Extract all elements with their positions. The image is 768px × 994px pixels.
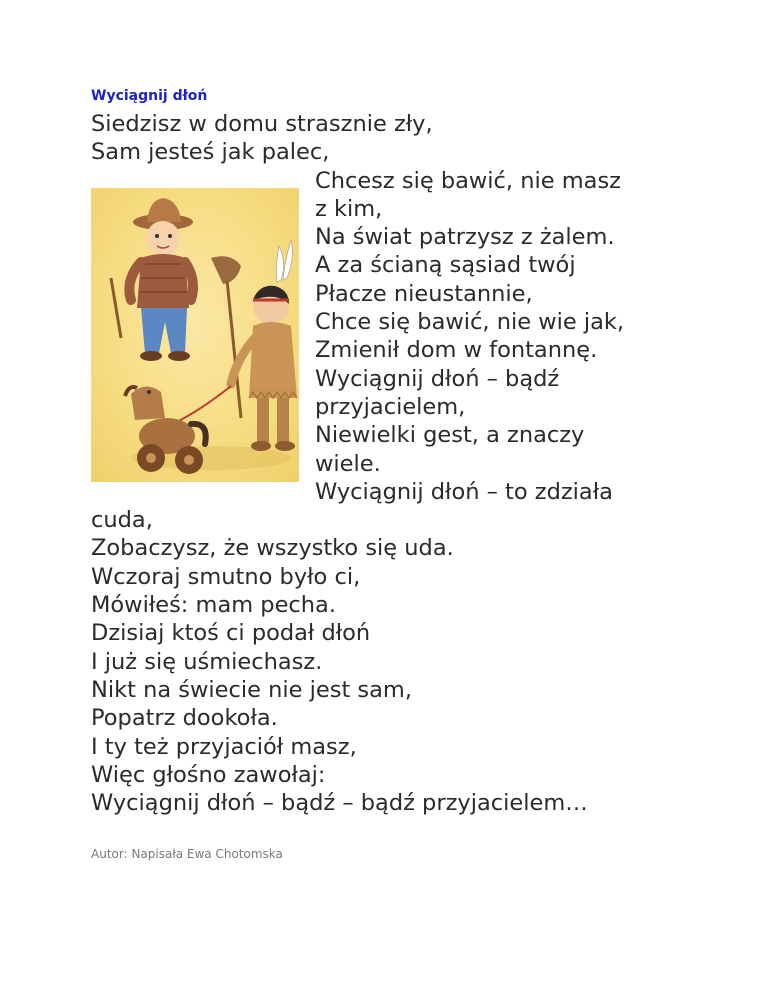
poem-line: I już się uśmiechasz.	[91, 648, 323, 675]
poem-line: Wyciągnij dłoń – bądź	[315, 365, 560, 392]
poem-line: Zobaczysz, że wszystko się uda.	[91, 535, 454, 562]
poem-line: Chce się bawić, nie wie jak,	[315, 309, 625, 336]
poem-line: Zmienił dom w fontannę.	[315, 337, 598, 364]
poem-line: Płacze nieustannie,	[315, 280, 533, 307]
poem-line: wiele.	[315, 450, 381, 477]
poem-title: Wyciągnij dłoń	[91, 88, 208, 104]
poem-line: Niewielki gest, a znaczy	[315, 422, 585, 449]
poem-line: Wczoraj smutno było ci,	[91, 563, 361, 590]
poem-line: Wyciągnij dłoń – bądź – bądź przyjacielem…	[91, 790, 588, 817]
poem-line: przyjacielem,	[315, 393, 466, 420]
poem-line: Nikt na świecie nie jest sam,	[91, 676, 412, 703]
poem-line: Mówiłeś: mam pecha.	[91, 592, 336, 619]
poem-line: Siedzisz w domu strasznie zły,	[91, 111, 433, 137]
poem-line: Sam jesteś jak palec,	[91, 139, 330, 166]
author-credit: Autor: Napisała Ewa Chotomska	[91, 847, 283, 861]
poem-line: cuda,	[91, 507, 153, 534]
poem-line: Dzisiaj ktoś ci podał dłoń	[91, 620, 371, 647]
poem-line: Wyciągnij dłoń – to zdziała	[315, 478, 613, 505]
poem-line: Na świat patrzysz z żalem.	[315, 224, 615, 251]
poem-line: z kim,	[315, 195, 383, 222]
poem-line: A za ścianą sąsiad twój	[315, 252, 576, 279]
poem-line: I ty też przyjaciół masz,	[91, 733, 357, 760]
poem-body	[91, 110, 691, 817]
poem-line: Więc głośno zawołaj:	[91, 761, 326, 788]
poem-line: Popatrz dookoła.	[91, 705, 278, 732]
poem-line: Chcesz się bawić, nie masz	[315, 167, 621, 194]
